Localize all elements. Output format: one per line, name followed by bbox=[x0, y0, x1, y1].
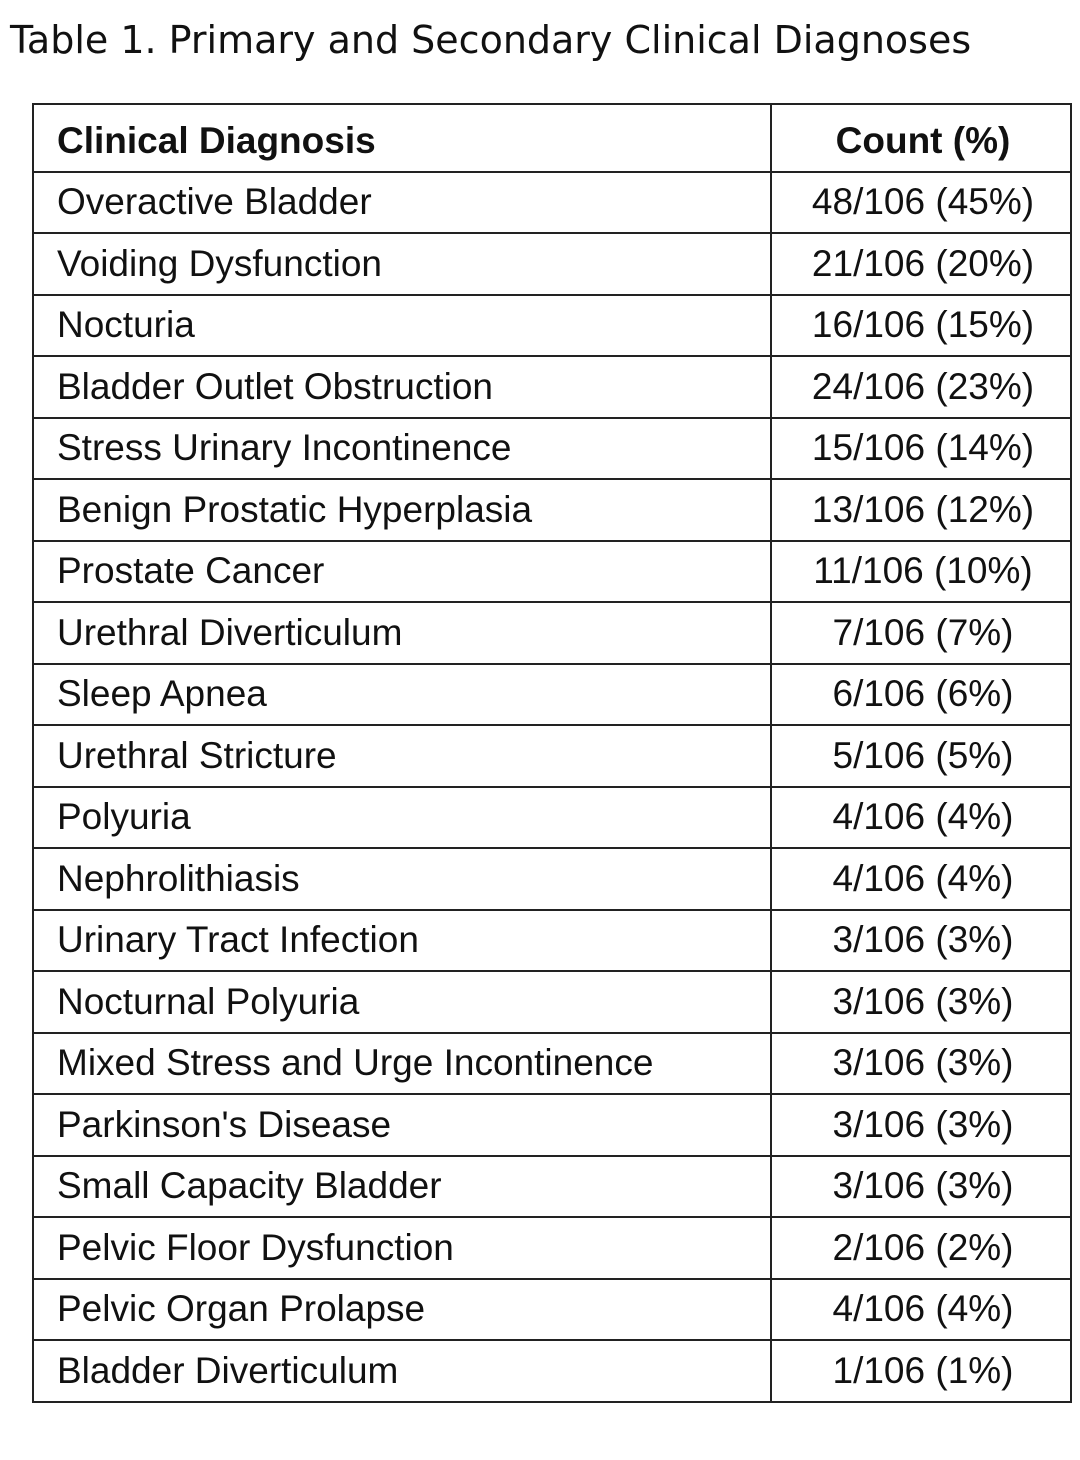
count-cell: 48/106 (45%) bbox=[771, 172, 1071, 234]
count-cell: 13/106 (12%) bbox=[771, 479, 1071, 541]
table-caption: Table 1. Primary and Secondary Clinical Diagnoses bbox=[10, 18, 972, 62]
count-cell: 5/106 (5%) bbox=[771, 725, 1071, 787]
count-cell: 3/106 (3%) bbox=[771, 1094, 1071, 1156]
count-cell: 3/106 (3%) bbox=[771, 910, 1071, 972]
count-cell: 24/106 (23%) bbox=[771, 356, 1071, 418]
diagnosis-cell: Bladder Diverticulum bbox=[33, 1340, 771, 1402]
count-cell: 21/106 (20%) bbox=[771, 233, 1071, 295]
diagnosis-cell: Mixed Stress and Urge Incontinence bbox=[33, 1033, 771, 1095]
count-cell: 4/106 (4%) bbox=[771, 848, 1071, 910]
count-cell: 16/106 (15%) bbox=[771, 295, 1071, 357]
column-header-count: Count (%) bbox=[771, 104, 1071, 172]
diagnosis-cell: Sleep Apnea bbox=[33, 664, 771, 726]
diagnosis-cell: Urethral Stricture bbox=[33, 725, 771, 787]
diagnosis-cell: Bladder Outlet Obstruction bbox=[33, 356, 771, 418]
column-header-diagnosis: Clinical Diagnosis bbox=[33, 104, 771, 172]
table-row bbox=[33, 1033, 1071, 1095]
table-row bbox=[33, 541, 1071, 603]
diagnosis-cell: Benign Prostatic Hyperplasia bbox=[33, 479, 771, 541]
diagnosis-cell: Nocturia bbox=[33, 295, 771, 357]
diagnosis-cell: Prostate Cancer bbox=[33, 541, 771, 603]
table-row bbox=[33, 1279, 1071, 1341]
table-row bbox=[33, 1156, 1071, 1218]
count-cell: 6/106 (6%) bbox=[771, 664, 1071, 726]
table-row bbox=[33, 848, 1071, 910]
diagnosis-cell: Polyuria bbox=[33, 787, 771, 849]
diagnosis-cell: Pelvic Organ Prolapse bbox=[33, 1279, 771, 1341]
table-row bbox=[33, 787, 1071, 849]
count-cell: 4/106 (4%) bbox=[771, 787, 1071, 849]
diagnosis-cell: Nocturnal Polyuria bbox=[33, 971, 771, 1033]
table-row bbox=[33, 725, 1071, 787]
count-cell: 3/106 (3%) bbox=[771, 971, 1071, 1033]
table-row bbox=[33, 418, 1071, 480]
diagnosis-cell: Nephrolithiasis bbox=[33, 848, 771, 910]
table-row bbox=[33, 356, 1071, 418]
table-body bbox=[33, 172, 1071, 1402]
table-row bbox=[33, 602, 1071, 664]
count-cell: 1/106 (1%) bbox=[771, 1340, 1071, 1402]
diagnosis-cell: Parkinson's Disease bbox=[33, 1094, 771, 1156]
table-row bbox=[33, 1094, 1071, 1156]
diagnosis-cell: Small Capacity Bladder bbox=[33, 1156, 771, 1218]
count-cell: 4/106 (4%) bbox=[771, 1279, 1071, 1341]
diagnosis-cell: Overactive Bladder bbox=[33, 172, 771, 234]
table-row bbox=[33, 1340, 1071, 1402]
diagnosis-cell: Voiding Dysfunction bbox=[33, 233, 771, 295]
count-cell: 3/106 (3%) bbox=[771, 1033, 1071, 1095]
diagnosis-cell: Urethral Diverticulum bbox=[33, 602, 771, 664]
diagnosis-cell: Pelvic Floor Dysfunction bbox=[33, 1217, 771, 1279]
diagnosis-cell: Stress Urinary Incontinence bbox=[33, 418, 771, 480]
table-row bbox=[33, 233, 1071, 295]
table-header-row bbox=[33, 104, 1071, 172]
table-row bbox=[33, 479, 1071, 541]
diagnoses-table bbox=[32, 103, 1072, 1403]
count-cell: 2/106 (2%) bbox=[771, 1217, 1071, 1279]
diagnosis-cell: Urinary Tract Infection bbox=[33, 910, 771, 972]
count-cell: 11/106 (10%) bbox=[771, 541, 1071, 603]
table-row bbox=[33, 1217, 1071, 1279]
count-cell: 15/106 (14%) bbox=[771, 418, 1071, 480]
table-row bbox=[33, 971, 1071, 1033]
count-cell: 3/106 (3%) bbox=[771, 1156, 1071, 1218]
table-row bbox=[33, 295, 1071, 357]
count-cell: 7/106 (7%) bbox=[771, 602, 1071, 664]
table-row bbox=[33, 910, 1071, 972]
table-row bbox=[33, 172, 1071, 234]
table-row bbox=[33, 664, 1071, 726]
